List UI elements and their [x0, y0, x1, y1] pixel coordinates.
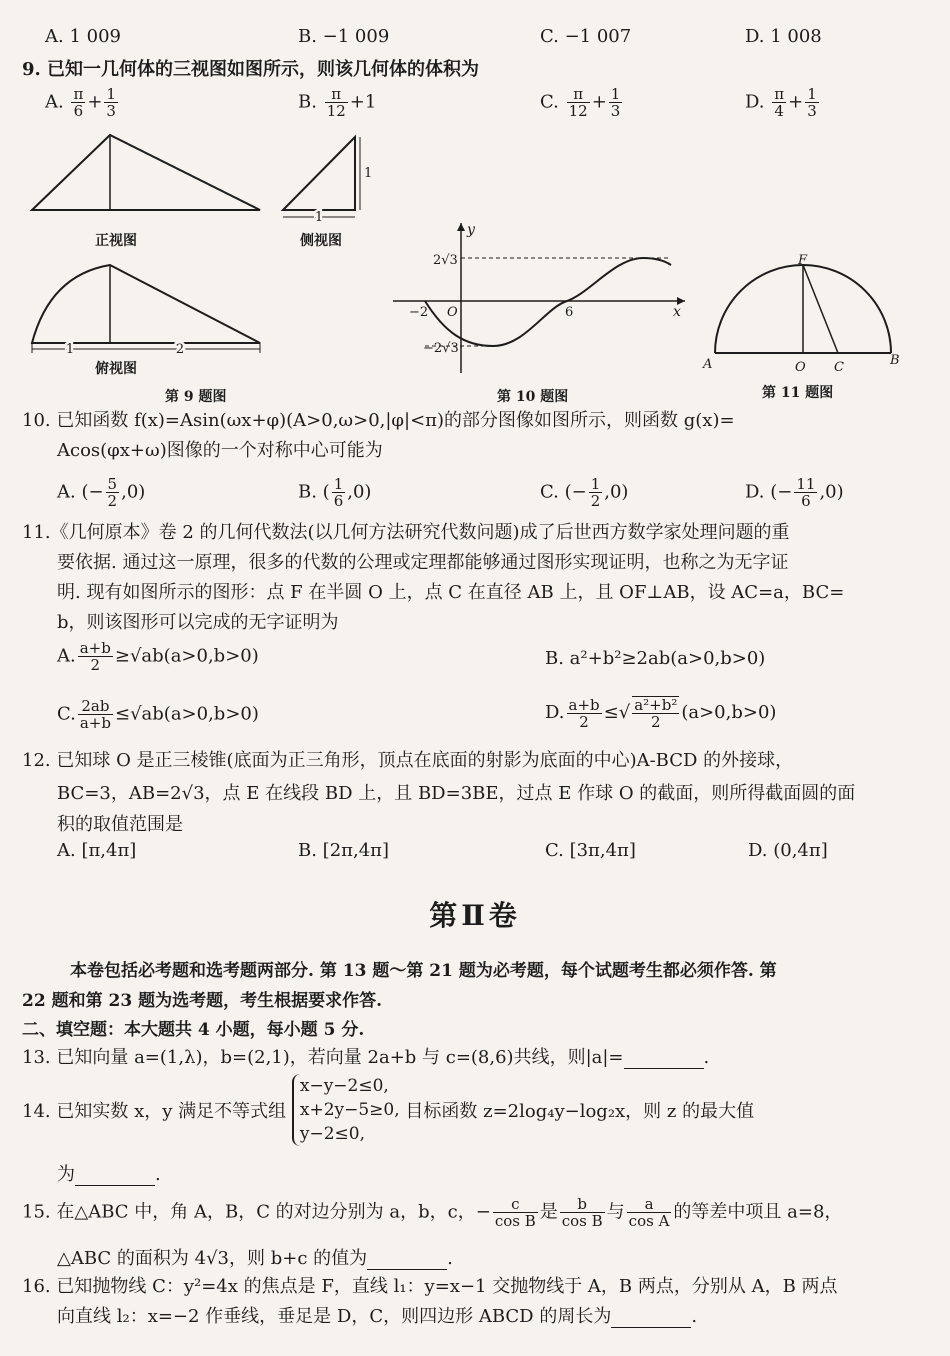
q8-option-c: C. −1 007	[540, 26, 632, 47]
q11-line1: 11.《几何原本》卷 2 的几何代数法(以几何方法研究代数问题)成了后世西方数学家处理问题的重	[22, 522, 790, 543]
q10-option-d: D. (− $\frac{11}{6}$ ,0)	[745, 475, 844, 510]
fill-blank-heading: 二、填空题：本大题共 4 小题，每小题 5 分.	[22, 1020, 365, 1040]
top-dim-2-label: 2	[175, 342, 185, 357]
point-f-label: F	[798, 253, 808, 268]
origin-label: O	[447, 305, 458, 320]
q10-line1: 10. 已知函数 f(x)=Asin(ωx+φ)(A>0,ω>0,|φ|<π)的部分图像如图所示，则函数 g(x)=	[22, 410, 735, 431]
q16-line2: 向直线 l₂：x=−2 作垂线，垂足是 D，C，则四边形 ABCD 的周长为 .	[57, 1306, 698, 1327]
label-2sqrt3: 2√3	[433, 253, 458, 268]
fig10-graph	[385, 218, 695, 378]
q11-option-c: C. $\frac{2ab}{a+b}$ ≤√ab(a>0,b>0)	[57, 697, 259, 732]
top-view-shape	[32, 265, 260, 343]
q8-option-b: B. −1 009	[298, 26, 390, 47]
q12-line2: BC=3，AB=2√3，点 E 在线段 BD 上，且 BD=3BE，过点 E 作球 O 的截面，则所得截面圆的面	[57, 783, 856, 804]
q14-line1: 14. 已知实数 x，y 满足不等式组 x−y−2≤0, x+2y−5≥0, y−2≤0, 目标函数 z=2log₄y−log₂x，则 z 的最大值	[22, 1076, 755, 1144]
q16-line1: 16. 已知抛物线 C：y²=4x 的焦点是 F，直线 l₁：y=x−1 交抛物线于 A，B 两点，分别从 A，B 两点	[22, 1276, 838, 1297]
q12-option-d: D. (0,4π]	[748, 840, 828, 861]
label-6: 6	[565, 305, 574, 320]
q12-line1: 12. 已知球 O 是正三棱锥(底面为正三角形，顶点在底面的射影为底面的中心)A-BCD 的外接球，	[22, 750, 794, 771]
q15-line1: 15. 在△ABC 中，角 A，B，C 的对边分别为 a，b，c，− $\frac{c}{\text{cos B}}$ 是 $\frac{b}{\text{cos B}}$ 与 $\frac{a}{\text{cos A}}$ 的等差中项且 a=8，	[22, 1195, 843, 1230]
point-o-label: O	[795, 360, 806, 375]
q11-option-a: A. $\frac{a+b}{2}$ ≥√ab(a>0,b>0)	[57, 639, 259, 674]
fig9-caption: 第 9 题图	[165, 389, 227, 405]
q10-option-c: C. (− $\frac{1}{2}$ ,0)	[540, 475, 629, 510]
part2-intro-line1: 本卷包括必考题和选考题两部分. 第 13 题～第 21 题为必考题，每个试题考生都必须作答. 第	[70, 961, 777, 981]
fig11-semicircle	[700, 250, 910, 375]
q12-option-c: C. [3π,4π]	[545, 840, 636, 861]
q11-option-b: B. a²+b²≥2ab(a>0,b>0)	[545, 648, 766, 669]
q9-option-b: B. $\frac{\pi}{12}$ +1	[298, 85, 377, 120]
q14-line2: 为 .	[57, 1164, 161, 1185]
q11-line3: 明. 现有如图所示的图形：点 F 在半圆 O 上，点 C 在直径 AB 上，且 OF⊥AB，设 AC=a，BC=	[57, 582, 845, 603]
q9-stem: 9. 已知一几何体的三视图如图所示，则该几何体的体积为	[22, 59, 480, 80]
point-b-label: B	[890, 353, 900, 368]
q11-line4: b，则该图形可以完成的无字证明为	[57, 612, 339, 633]
front-view-triangle	[32, 135, 260, 210]
y-axis-label: y	[467, 222, 475, 238]
q14-constraint-system: x−y−2≤0, x+2y−5≥0, y−2≤0,	[292, 1074, 400, 1146]
side-dim-h-label: 1	[364, 166, 373, 181]
label-neg2: −2	[409, 305, 429, 320]
side-view-label: 侧视图	[300, 233, 342, 249]
q15-line2: △ABC 的面积为 4√3，则 b+c 的值为 .	[57, 1248, 453, 1269]
top-view-label: 俯视图	[95, 361, 137, 377]
q11-line2: 要依据. 通过这一原理，很多的代数的公理或定理都能够通过图形实现证明，也称之为无字证	[57, 552, 789, 573]
q8-option-a: A. 1 009	[45, 26, 121, 47]
fig10-caption: 第 10 题图	[497, 389, 569, 405]
part2-title: 第Ⅱ卷	[429, 899, 521, 932]
q13-blank	[624, 1050, 704, 1069]
q11-option-d: D. $\frac{a+b}{2}$ ≤√ $\frac{\text{a²+b²}}{2}$ (a>0,b>0)	[545, 695, 777, 731]
front-view-label: 正视图	[95, 233, 137, 249]
q9-option-a: A. $\frac{\pi}{6}$ + $\frac{1}{3}$	[45, 85, 116, 120]
q16-blank	[611, 1309, 691, 1328]
q12-option-a: A. [π,4π]	[57, 840, 137, 861]
q12-line3: 积的取值范围是	[57, 814, 183, 835]
q9-option-d: D. $\frac{\pi}{4}$ + $\frac{1}{3}$	[745, 85, 817, 120]
fig9-three-views	[20, 125, 280, 385]
fig11-caption: 第 11 题图	[762, 385, 834, 401]
q8-option-d: D. 1 008	[745, 26, 822, 47]
q10-line2: Acos(φx+ω)图像的一个对称中心可能为	[57, 440, 383, 461]
q9-option-c: C. $\frac{\pi}{12}$ + $\frac{1}{3}$	[540, 85, 621, 120]
side-dim-w-label: 1	[314, 210, 324, 225]
q14-blank	[75, 1167, 155, 1186]
top-dim-1-label: 1	[65, 342, 75, 357]
q12-option-b: B. [2π,4π]	[298, 840, 390, 861]
q10-option-b: B. ( $\frac{1}{6}$ ,0)	[298, 475, 372, 510]
point-a-label: A	[703, 357, 713, 372]
q10-option-a: A. (− $\frac{5}{2}$ ,0)	[57, 475, 146, 510]
side-view	[275, 125, 385, 230]
side-view-triangle	[283, 137, 355, 210]
sine-curve	[425, 258, 671, 346]
segment-fc	[803, 265, 838, 353]
part2-intro-line2: 22 题和第 23 题为选考题，考生根据要求作答.	[22, 991, 382, 1011]
x-axis-label: x	[673, 304, 681, 320]
label-neg-2sqrt3: −2√3	[423, 341, 459, 356]
q15-blank	[367, 1251, 447, 1270]
point-c-label: C	[834, 360, 844, 375]
q13: 13. 已知向量 a=(1,λ)，b=(2,1)，若向量 2a+b 与 c=(8,6)共线，则|a|= .	[22, 1047, 710, 1068]
